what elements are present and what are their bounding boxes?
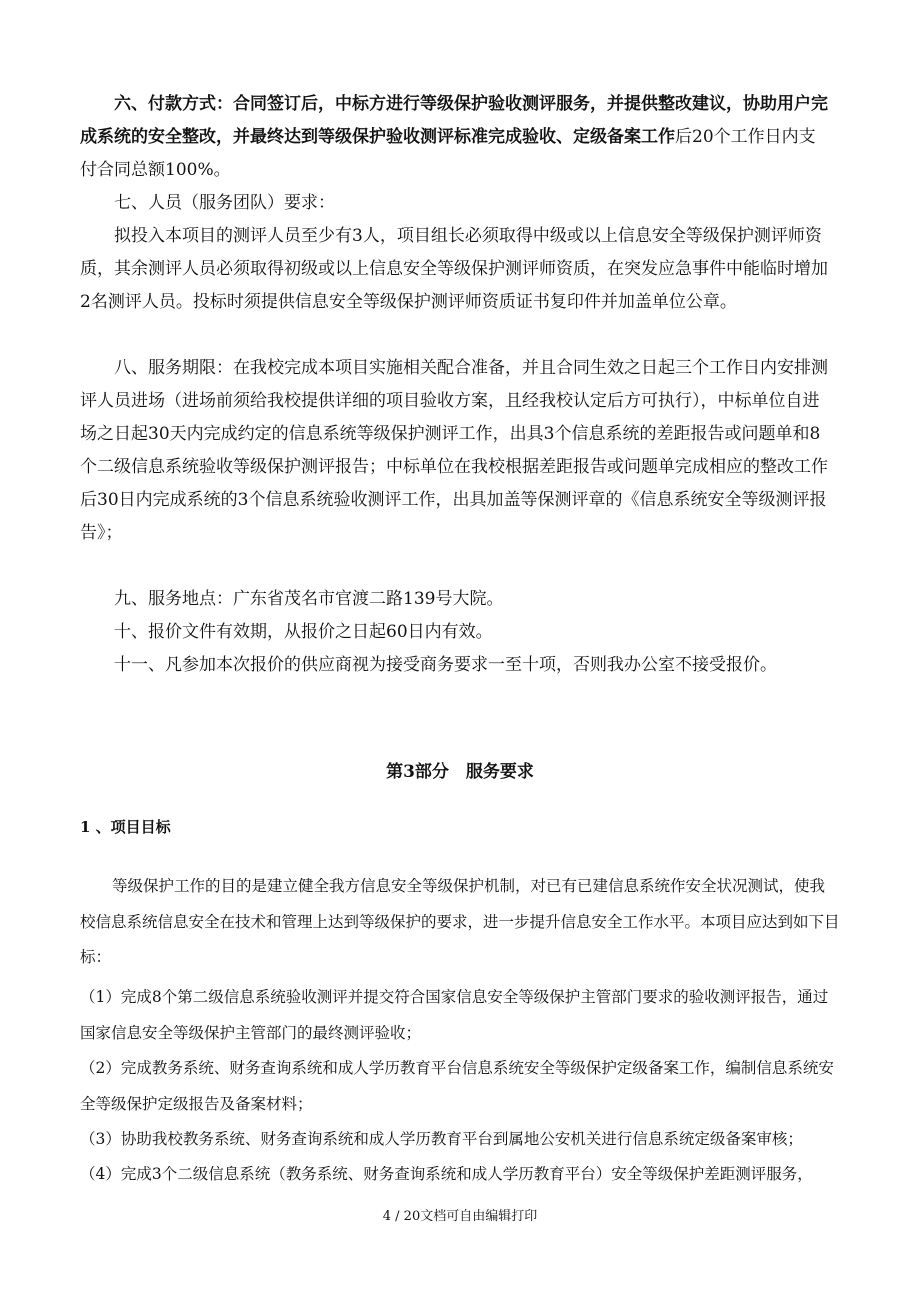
goal-item-3: （3）协助我校教务系统、财务查询系统和成人学历教育平台到属地公安机关进行信息系统定级备案审核；: [80, 1130, 803, 1148]
staff-requirements-title: 七、人员（服务团队）要求：: [114, 193, 335, 213]
acceptance-paragraph: 十一、凡参加本次报价的供应商视为接受商务要求一至十项，否则我办公室不接受报价。: [114, 655, 777, 675]
goal-item-4: （4）完成3个二级信息系统（教务系统、财务查询系统和成人学历教育平台）安全等级保护差距测评服务，: [80, 1165, 813, 1183]
payment-terms-bold: 六、付款方式：合同签订后，中标方进行等级保护验收测评服务，并提供整改建议，协助用户完成系统的安全整改，并最终达到等级保护验收测评标准完成验收、定级备案工作: [80, 94, 828, 147]
goal-item-2: （2）完成教务系统、财务查询系统和成人学历教育平台信息系统安全等级保护定级备案工作，编制信息系统安全等级保护定级报告及备案材料；: [80, 1059, 834, 1113]
payment-terms-rest: 后20个工作日内支付合同总额100%。: [80, 127, 816, 180]
quote-validity-paragraph: 十、报价文件有效期，从报价之日起60日内有效。: [114, 622, 493, 642]
goals-intro-paragraph: 等级保护工作的目的是建立健全我方信息安全等级保护机制，对已有已建信息系统作安全状况测试，使我校信息系统信息安全在技术和管理上达到等级保护的要求，进一步提升信息安全工作水平。本项目应达到如下目标：: [80, 877, 840, 966]
service-location-paragraph: 九、服务地点：广东省茂名市官渡二路139号大院。: [114, 589, 504, 609]
staff-requirements-body: 拟投入本项目的测评人员至少有3人，项目组长必须取得中级或以上信息安全等级保护测评师资质，其余测评人员必须取得初级或以上信息安全等级保护测评师资质，在突发应急事件中能临时增加2名测评人员。投标时须提供信息安全等级保护测评师资质证书复印件并加盖单位公章。: [80, 226, 828, 312]
section-title-project-goals: 1 、项目目标: [80, 818, 171, 836]
goal-item-1: （1）完成8个第二级信息系统验收测评并提交符合国家信息安全等级保护主管部门要求的验收测评报告，通过国家信息安全等级保护主管部门的最终测评验收；: [80, 988, 829, 1042]
payment-terms-paragraph: [80, 88, 830, 187]
page-footer: 4 / 20文档可自由编辑打印: [382, 1209, 538, 1224]
service-period-paragraph: 八、服务期限：在我校完成本项目实施相关配合准备，并且合同生效之日起三个工作日内安排测评人员进场（进场前须给我校提供详细的项目验收方案，且经我校认定后方可执行），中标单位自进场之日起30天内完成约定的信息系统等级保护测评工作，出具3个信息系统的差距报告或问题单和8个二级信息系统验收等级保护测评报告；中标单位在我校根据差距报告或问题单完成相应的整改工作后30日内完成系统的3个信息系统验收测评工作，出具加盖等保测评章的《信息系统安全等级测评报告》；: [80, 358, 828, 543]
part-title: 第3部分 服务要求: [386, 762, 534, 782]
